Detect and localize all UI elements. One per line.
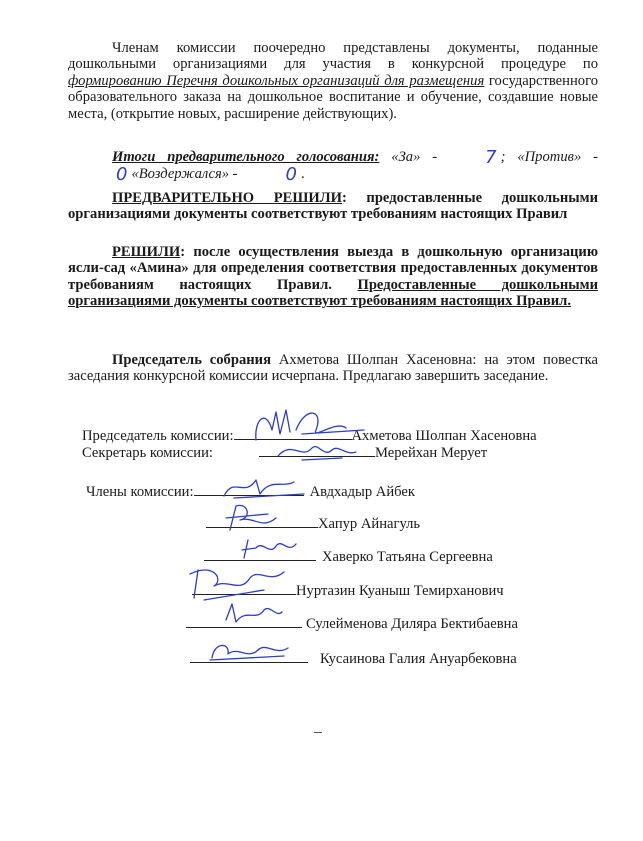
final-decision-heading: РЕШИЛИ	[112, 244, 181, 260]
member-signature-6	[204, 636, 294, 666]
vote-abstain-label: «Воздержался» -	[131, 166, 238, 183]
page-dash	[314, 732, 322, 733]
chair-name: Ахметова Шолпан Хасеновна	[351, 428, 537, 444]
final-decision-text: : после осуществления выезда в дошкольную организацию ясли-сад «Амина» для определения соответствия предоставленных документов требованиям настоящих Правил.	[68, 244, 598, 293]
final-decision	[68, 244, 598, 310]
member-signature-2	[218, 500, 288, 536]
member-signature-4	[184, 560, 294, 604]
vote-for-label: «За» -	[391, 149, 438, 165]
chair-label: Председатель комиссии:	[82, 428, 234, 444]
vote-against-value: 0	[116, 164, 128, 186]
chair-statement	[68, 352, 598, 385]
preliminary-decision-text: : предоставленные дошкольными организациями документы соответствуют требованиям настоящих Правил	[68, 190, 599, 223]
member-name: Нуртазин Куаныш Темирханович	[296, 583, 504, 599]
preliminary-vote	[68, 149, 598, 184]
vote-abstain-value: 0	[285, 164, 297, 186]
member-name: Авдхадыр Айбек	[309, 484, 415, 500]
member-name: Кусаинова Галия Ануарбековна	[320, 651, 517, 667]
secretary-name: Мерейхан Мерует	[374, 445, 488, 461]
member-name: Сулейменова Диляра Бектибаевна	[306, 616, 518, 632]
documents-italic-text: формированию Перечня дошкольных организаций для размещения	[68, 72, 485, 89]
preliminary-decision-heading: ПРЕДВАРИТЕЛЬНО РЕШИЛИ	[112, 190, 342, 206]
final-decision-conclusion: Предоставленные дошкольными организациями документы соответствуют требованиям настоящих Правил.	[68, 276, 598, 310]
documents-paragraph	[68, 40, 598, 122]
vote-for-value: 7	[485, 147, 497, 168]
member-signature-5	[218, 600, 288, 630]
secretary-signature	[272, 436, 362, 464]
chair-statement-text: : на этом повестка заседания конкурсной комиссии исчерпана. Предлагаю завершить заседание.	[68, 352, 598, 385]
chair-statement-role: Председатель собрания	[112, 352, 271, 368]
member-name: Хаверко Татьяна Сергеевна	[322, 549, 493, 565]
vote-against-label: ; «Против» -	[500, 149, 599, 165]
chair-statement-name: Ахметова Шолпан Хасеновна	[278, 352, 473, 368]
members-label: Члены комиссии:	[86, 484, 194, 500]
member-name: Хапур Айнагуль	[318, 516, 421, 532]
secretary-label: Секретарь комиссии:	[82, 445, 213, 461]
documents-text: Членам комиссии поочередно представлены документы, поданные дошкольными организациями для участия в конкурсной процедуре по	[68, 40, 598, 73]
vote-end: .	[300, 166, 305, 183]
vote-label: Итоги предварительного голосования:	[112, 149, 380, 165]
member-signature-1	[214, 468, 314, 502]
preliminary-decision	[68, 190, 598, 223]
documents-tail-text: государственного образовательного заказа на дошкольное воспитание и обучение, создавшие новые места, (открытие новых, расширение действующих).	[68, 72, 598, 122]
